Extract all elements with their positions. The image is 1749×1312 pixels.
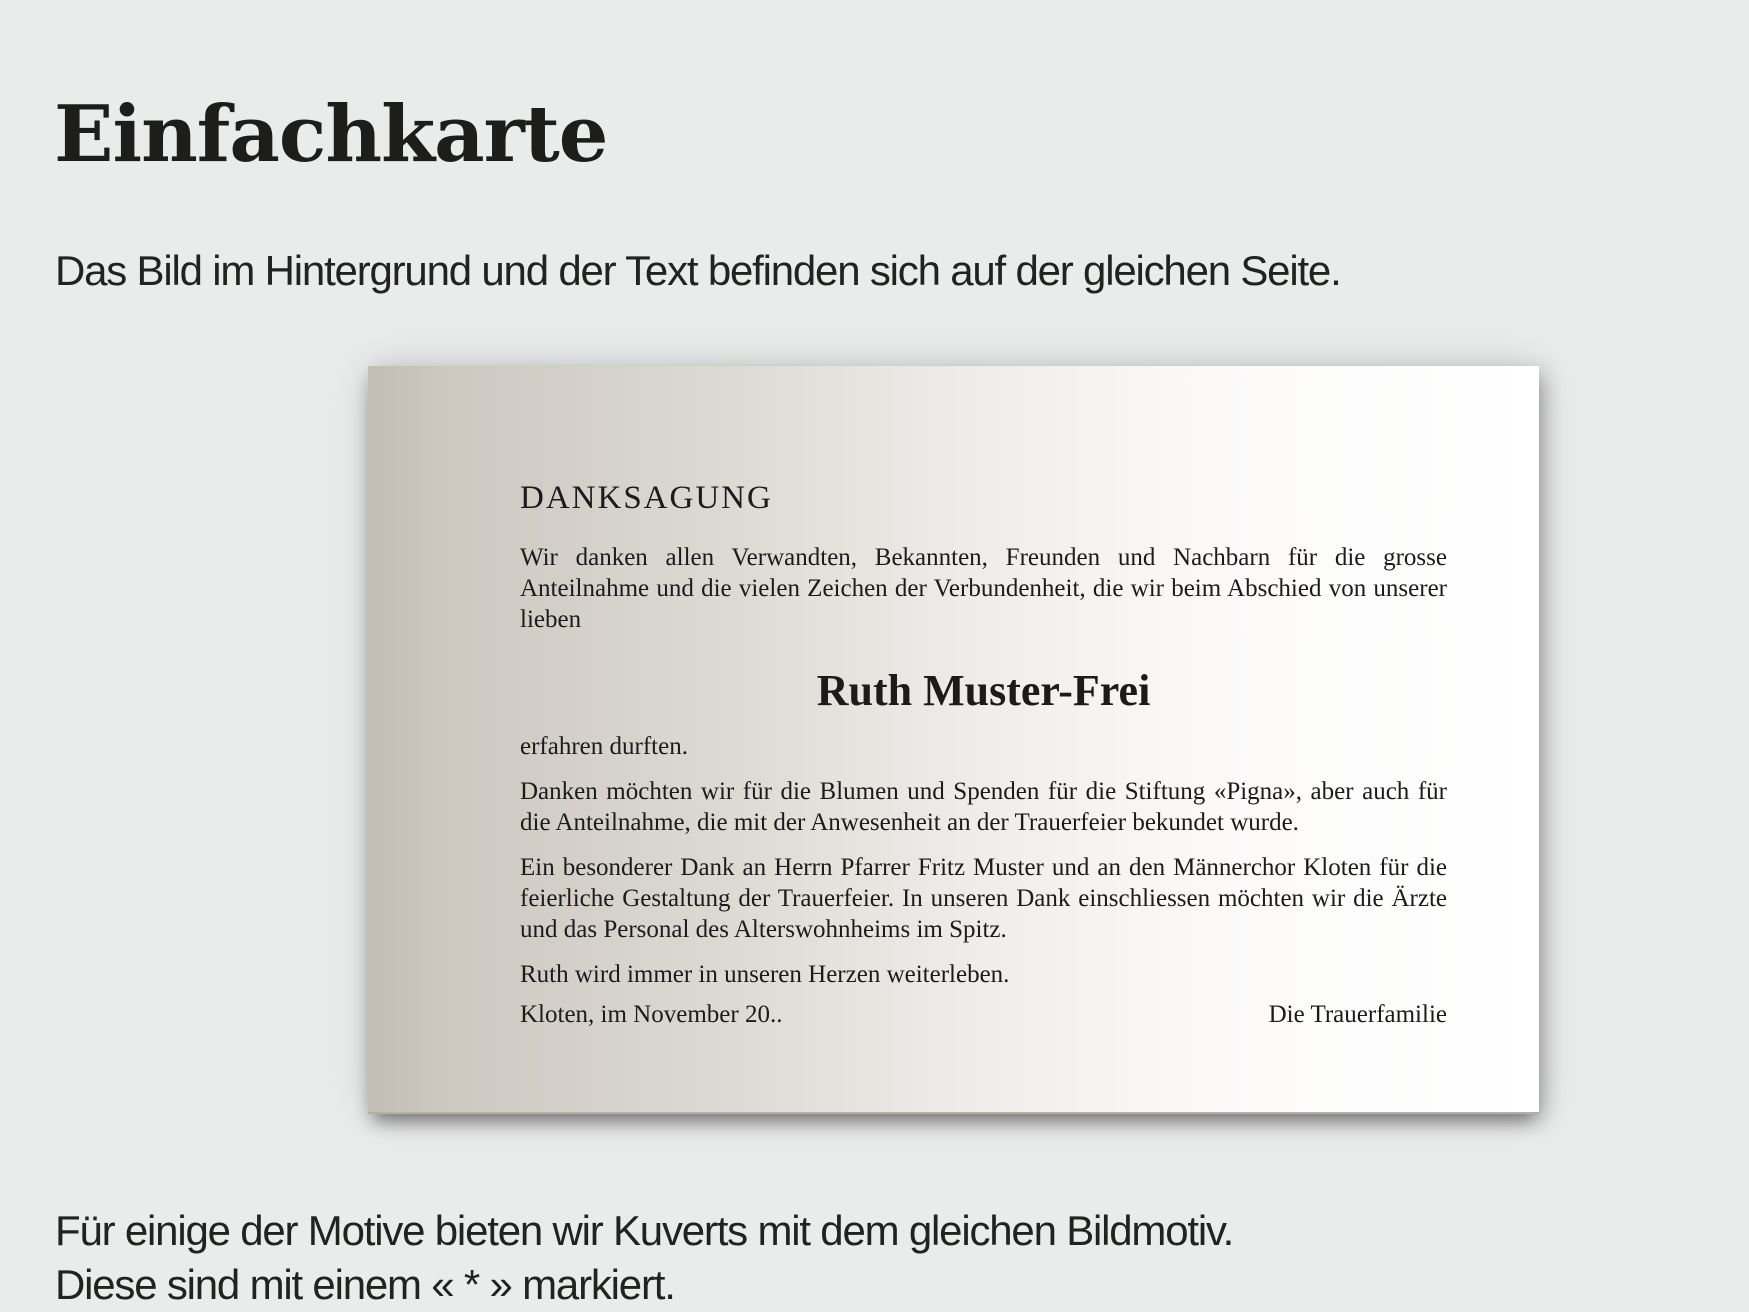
card-intro-paragraph: Wir danken allen Verwandten, Bekannten, Freunden und Nachbarn für die grosse Anteilnahme und die vielen Zeichen der Verbundenheit, die wir beim Abschied von unserer lieben [520,544,1447,633]
card-footer [520,999,1447,1030]
deceased-name: Ruth Muster-Frei [816,666,1151,715]
page-title: Einfachkarte [54,89,608,181]
page-note-line1: Für einige der Motive bieten wir Kuverts mit dem gleichen Bildmotiv. [55,1207,1234,1254]
page-note [55,1204,1233,1312]
card-paragraph-donations: Danken möchten wir für die Blumen und Spenden für die Stiftung «Pigna», aber auch für die Anteilnahme, die mit der Anwesenheit an der Trauerfeier bekundet wurde. [520,778,1447,836]
card-after-name-line: erfahren durften. [520,733,688,760]
page-note-line2: Diese sind mit einem « * » markiert. [55,1261,675,1308]
card-paragraph-closing: Ruth wird immer in unseren Herzen weiterleben. [520,961,1010,988]
signature: Die Trauerfamilie [1268,1001,1447,1028]
card-heading: DANKSAGUNG [520,480,773,516]
sample-card-image [368,366,1539,1114]
place-date: Kloten, im November 20.. [520,1001,783,1028]
page-subtitle: Das Bild im Hintergrund und der Text befinden sich auf der gleichen Seite. [55,247,1341,294]
card-content [520,478,1447,1004]
card-paragraph-special-thanks: Ein besonderer Dank an Herrn Pfarrer Fritz Muster und an den Männerchor Kloten für die feierliche Gestaltung der Trauerfeier. In unseren Dank einschliessen möchten wir die Ärzte und das Personal des Alterswohnheims im Spitz. [520,854,1447,943]
